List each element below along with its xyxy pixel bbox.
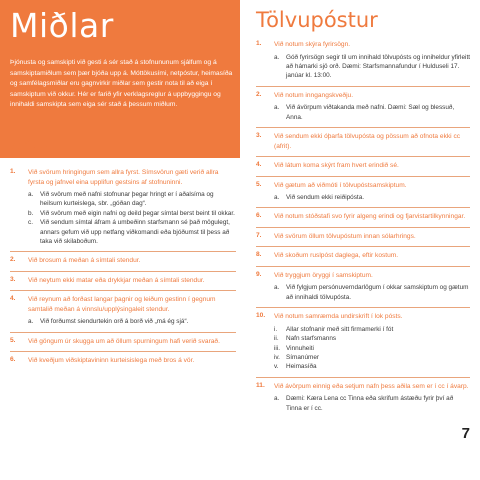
item-number: 1.	[256, 40, 262, 47]
sub-item-marker: a.	[274, 395, 280, 403]
item-number: 11.	[256, 381, 265, 389]
list-item	[256, 128, 470, 157]
sub-item-marker: a.	[274, 104, 280, 112]
list-item	[256, 378, 470, 418]
sub-item-marker: a.	[28, 191, 34, 198]
sub-item	[274, 53, 470, 81]
item-number: 1.	[10, 168, 16, 175]
sub-list	[28, 190, 236, 246]
item-number: 5.	[10, 336, 16, 344]
sub-item	[28, 317, 236, 326]
sub-item	[274, 325, 470, 334]
sub-item	[274, 193, 470, 202]
page-title: Miðlar	[10, 6, 114, 45]
list-item	[10, 333, 236, 353]
sub-list	[274, 193, 470, 202]
sub-item-text: Við sendum símtal áfram á umbeðinn starfsmann sé það mögulegt, annars gefum við upp netfang viðkomandi eða bjóðumst til þess að taka við skilaboðum.	[40, 219, 230, 246]
sub-item-text: Við svörum með eigin nafni og deild þegar símtal berst beint til okkar.	[40, 209, 235, 217]
sub-item	[274, 344, 470, 353]
section-title-tolvupostur: Tölvupóstur	[256, 8, 378, 32]
item-text: Við ávörpum einnig eða setjum nafn þess aðila sem er í cc í ávarp.	[274, 382, 469, 390]
sub-list	[274, 283, 470, 302]
item-number: 5.	[256, 180, 262, 188]
sub-list	[274, 53, 470, 81]
item-text: Við notum stóðstafi svo fyrir algeng erindi og fjarvistartilkynningar.	[274, 213, 466, 221]
item-number: 2.	[256, 90, 262, 98]
item-number: 8.	[256, 251, 262, 259]
item-text: Við sendum ekki óþarfa tölvupósta og pössum að ofnota ekki cc (afrit).	[274, 133, 461, 150]
sub-item	[28, 209, 236, 218]
sub-item	[28, 190, 236, 209]
list-item	[256, 38, 470, 87]
list-item	[10, 166, 236, 252]
list-item	[10, 352, 236, 371]
item-text: Við gætum að viðmóti í tölvupóstsamskiptum.	[274, 181, 407, 189]
list-item	[256, 228, 470, 248]
list-item	[256, 247, 470, 267]
sub-list	[28, 317, 236, 326]
sub-item-text: Við fylgjum persónuverndarlögum í okkar samskiptum og gætum að innihaldi tölvupósta.	[286, 284, 469, 301]
item-number: 9.	[256, 270, 262, 278]
sub-list	[274, 103, 470, 122]
sub-item-text: Við ávörpum viðtakanda með nafni. Dæmi: Sæl og blessuð, Anna.	[286, 104, 455, 121]
sub-item	[28, 218, 236, 246]
sub-item-marker: ii.	[274, 335, 279, 343]
sub-item-text: Við forðumst siendurtekin orð á borð við „má ég sjá“.	[40, 318, 189, 326]
list-item	[256, 87, 470, 128]
item-number: 4.	[10, 295, 16, 303]
tolvupostur-list	[256, 38, 470, 418]
item-text: Við reynum að forðast langar þagnir og leiðum gestinn í gegnum samtalið meðan á vinnslu/upplýsingaleit stendur.	[28, 296, 216, 313]
item-text: Við notum samræmda undirskrift í lok pósts.	[274, 313, 403, 321]
sub-item-text: Góð fyrirsögn segir til um innihald tölvupósts og inniheldur yfirleitt að hámarki sjö orð. Dæmi: Starfsmannafundur í Hulduseli 17. janúar kl. 13:00.	[286, 53, 470, 80]
sub-item-text: Símanúmer	[286, 353, 320, 361]
item-text: Við svörum hringingum sem allra fyrst. Símsvörun gæti verið allra fyrsta og jafnvel eina upplifun gestsins af stofnuninni.	[28, 169, 219, 186]
sub-item-text: Allar stofnanir með sitt firmamerki í fót	[286, 325, 394, 333]
sub-item-marker: v.	[274, 363, 279, 371]
sub-item-marker: iii.	[274, 344, 281, 352]
sub-item-marker: b.	[28, 209, 34, 217]
sub-item	[274, 283, 470, 302]
sub-item-text: Dæmi: Kæra Lena cc Tinna eða skrifum ástæðu fyrir því að Tinna er í cc.	[286, 395, 454, 412]
sub-item-marker: i.	[274, 325, 278, 333]
item-text: Við notum skýra fyrirsögn.	[274, 41, 351, 48]
list-item	[256, 208, 470, 228]
simi-list	[10, 166, 236, 371]
item-text: Við kveðjum viðskiptavininn kurteisislega með bros á vör.	[28, 357, 195, 365]
sub-list	[274, 394, 470, 413]
item-text: Við göngum úr skugga um að öllum spurningum hafi verið svarað.	[28, 337, 220, 345]
item-number: 6.	[256, 212, 262, 220]
item-number: 4.	[256, 161, 262, 169]
list-item	[256, 177, 470, 209]
sub-item-marker: c.	[28, 219, 33, 227]
item-text: Við notum inngangskveðju.	[274, 91, 354, 99]
list-item	[10, 252, 236, 272]
item-number: 3.	[256, 132, 262, 140]
item-text: Við svörum öllum tölvupóstum innan sólarhrings.	[274, 232, 416, 240]
intro-panel	[0, 0, 240, 158]
sub-item-text: Við svörum með nafni stofnunar þegar hringt er í aðalsíma og heilsum kurteislega, sbr. „góðan dag“.	[40, 191, 214, 208]
sub-item-marker: a.	[28, 318, 34, 326]
list-item	[256, 308, 470, 378]
item-text: Við skoðum ruslpóst daglega, eftir kostum.	[274, 252, 399, 260]
sub-item-marker: a.	[274, 53, 280, 61]
intro-text: Þjónusta og samskipti við gesti á sér stað á stofnununum sjálfum og á samskiptamiðlum sem þær bjóða upp á. Móttökusími, netpóstur, heimasíða og samfélagsmiðlar eru gagnvirkir miðlar sem gestir nota til að eiga í samskiptum við okkur. Hér er farið yfir verklagsreglur á uppbyggingu og innihaldi samskipta sem eiga sér stað á þessum miðlum.	[10, 59, 233, 108]
list-item	[256, 157, 470, 177]
list-item	[256, 267, 470, 308]
sub-item	[274, 103, 470, 122]
sub-list	[274, 325, 470, 372]
sub-item	[274, 334, 470, 343]
item-number: 10.	[256, 312, 266, 320]
sub-item	[274, 353, 470, 362]
item-number: 6.	[10, 356, 16, 364]
sub-item-text: Við sendum ekki reiðipósta.	[286, 194, 365, 202]
sub-item-text: Heimasíða	[286, 363, 317, 371]
sub-item-text: Nafn starfsmanns	[286, 335, 337, 343]
page-number: 7	[461, 425, 470, 442]
sub-item	[274, 362, 470, 371]
sub-item-marker: a.	[274, 284, 280, 292]
list-item	[10, 272, 236, 292]
item-number: 3.	[10, 275, 16, 283]
item-number: 7.	[256, 231, 262, 239]
sub-item	[274, 394, 470, 413]
sub-item-marker: a.	[274, 194, 280, 202]
sub-item-text: Vinnuheiti	[286, 344, 314, 352]
item-text: Við látum koma skýrt fram hvert erindið sé.	[274, 162, 399, 170]
item-text: Við brosum á meðan á símtali stendur.	[28, 257, 141, 265]
item-number: 2.	[10, 256, 16, 264]
list-item	[10, 291, 236, 332]
section-title-simi: Sími	[10, 138, 56, 162]
item-text: Við neytum ekki matar eða drykkjar meðan á símtali stendur.	[28, 276, 205, 284]
item-text: Við tryggjum öryggi í samskiptum.	[274, 271, 373, 279]
sub-item-marker: iv.	[274, 353, 280, 361]
